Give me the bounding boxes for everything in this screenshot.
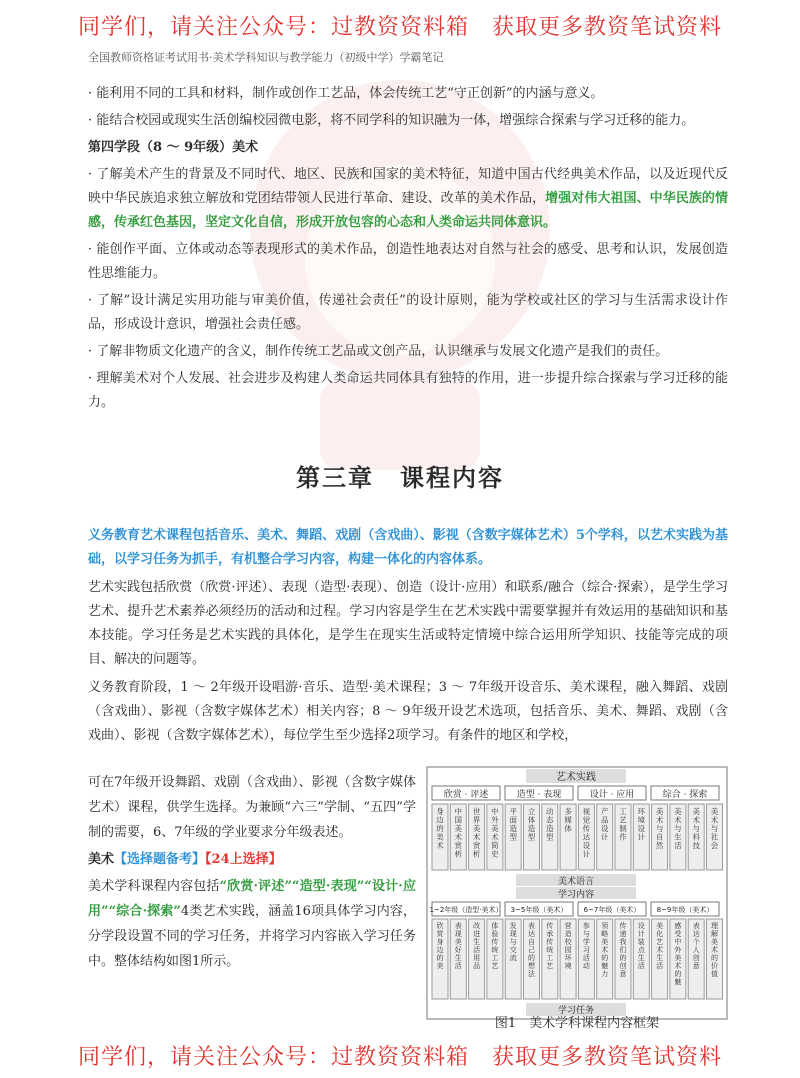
promo-banner-top: 同学们，请关注公众号：过教资资料箱 获取更多教资笔试资料 xyxy=(77,15,722,40)
stage-label: 8~9年级（美术） xyxy=(656,906,714,914)
content-label: 身边的美术 xyxy=(436,807,444,850)
practice-label: 综合 · 探索 xyxy=(662,790,708,800)
content-label: 立体造型 xyxy=(527,807,536,842)
figure-caption: 图1 美术学科课程内容框架 xyxy=(494,1016,660,1031)
content-label: 平面造型 xyxy=(509,807,517,842)
bullet-line: · 能利用不同的工具和材料，制作或创作工艺品，体会传统工艺“守正创新”的内涵与意义。 xyxy=(88,86,604,101)
practice-label: 欣赏 · 评述 xyxy=(443,790,489,800)
task-label: 表现美好生活 xyxy=(454,922,462,970)
bullet-line: · 了解“设计满足实用功能与审美价值，传递社会责任”的设计原则，能为学校或社区的学习与生活需求设计作品，形成设计意识，增强社会责任感。 xyxy=(88,293,728,332)
bullet-line: · 理解美术对个人发展、社会进步及构建人类命运共同体具有独特的作用，进一步提升综合探索与学习迁移的能力。 xyxy=(88,371,728,410)
content-label: 美术与社会 xyxy=(710,807,719,850)
task-label: 领略美术的魅力 xyxy=(601,922,609,978)
task-label: 传承传统工艺 xyxy=(546,922,554,970)
practice-label: 造型 · 表现 xyxy=(516,790,562,800)
task-label: 传递我们的创意 xyxy=(619,922,627,978)
content-label: 环境设计 xyxy=(637,807,646,842)
bullet-text: · 了解美术产生的背景及不同时代、地区、民族和国家的美术特征，知道中国古代经典美术作品，以及近现代反映中华民族追求独立解放和党团结带领人民进行革命、建设、改革的美术作品， xyxy=(88,167,728,206)
task-label: 表达个人创意 xyxy=(692,922,700,970)
content-label: 动态造型 xyxy=(546,807,554,842)
curriculum-framework-diagram xyxy=(426,766,728,1020)
task-label: 营造校园环境 xyxy=(564,922,572,970)
content-label: 工艺制作 xyxy=(619,807,627,842)
standards-section xyxy=(88,82,728,418)
stage-label: 3~5年级（美术） xyxy=(510,906,568,914)
content-label: 美术与科技 xyxy=(692,807,700,850)
subject-heading: 美术【选择题备考】【24上选择】 xyxy=(88,852,282,867)
content-label: 世界美术赏析 xyxy=(472,807,481,859)
chapter-intro xyxy=(88,524,728,752)
task-label: 发现与交流 xyxy=(509,922,517,962)
bullet-line xyxy=(88,163,728,235)
task-label: 体验传统工艺 xyxy=(491,922,499,970)
content-label: 视觉传达设计 xyxy=(582,807,591,859)
task-label: 理解美术的价值 xyxy=(711,922,718,978)
bullet-line: · 能结合校园或现实生活创编校园微电影，将不同学科的知识融为一体，增强综合探索与学习迁移的能力。 xyxy=(88,113,695,128)
diagram-label: 艺术实践 xyxy=(556,772,596,783)
task-label: 感受中外美术的魅 xyxy=(674,922,682,986)
exam-tag: 【24上选择】 xyxy=(205,852,282,867)
highlight-text: 增强对伟大祖国、中华民族的情感，传承红色基因，坚定文化自信，形成开放包容的心态和人类命运共同体意识。 xyxy=(88,191,728,230)
paragraph: 义务教育阶段，1 ～ 2年级开设唱游·音乐、造型·美术课程；3 ～ 7年级开设音乐、美术课程，融入舞蹈、戏剧（含戏曲）、影视（含数字媒体艺术）相关内容；8 ～ 9年级开设艺术选项，包括音乐、美术、舞蹈、戏剧（含戏曲）、影视（含数字媒体艺术），每位学生至少选择2项学习。有条件的地区和学校， xyxy=(88,680,728,743)
task-label: 表达自己的想法 xyxy=(528,922,535,978)
content-label: 中国美术赏析 xyxy=(454,807,463,859)
content-label: 中外美术简史 xyxy=(491,807,499,859)
chapter-title: 第三章 课程内容 xyxy=(296,464,504,492)
task-label: 设计装点生活 xyxy=(637,922,645,970)
bullet-line: · 了解非物质文化遗产的含义，制作传统工艺品或文创产品，认识继承与发展文化遗产是我们的责任。 xyxy=(88,344,669,359)
task-label: 美化艺术生活 xyxy=(656,922,664,970)
stage-label: 6~7年级（美术） xyxy=(583,906,641,914)
stage-label: 1~2年级（造型·美术） xyxy=(429,906,503,914)
diagram-label: 学习任务 xyxy=(557,1006,595,1016)
promo-banner-bottom: 同学们，请关注公众号：过教资资料箱 获取更多教资笔试资料 xyxy=(77,1045,722,1070)
content-label: 产品设计 xyxy=(600,807,609,842)
paragraph: 可在7年级开设舞蹈、戏剧（含戏曲）、影视（含数字媒体艺术）课程，供学生选择。为兼顾“六三”学制、“五四”学制的需要，6、7年级的学业要求分年级表述。 xyxy=(88,775,416,840)
diagram-label: 美术语言 xyxy=(557,877,595,887)
task-label: 欣赏身边的美 xyxy=(436,922,444,970)
paragraph: 美术学科课程内容包括“欣赏·评述”“造型·表现”“设计·应用”“综合·探索”4类艺术实践，涵盖16项具体学习内容，分学段设置不同的学习任务，并将学习内容嵌入学习任务中。整体结构如图1所示。 xyxy=(88,879,416,969)
exam-tag: 【选择题备考】 xyxy=(114,852,206,867)
bullet-line: · 能创作平面、立体或动态等表现形式的美术作品，创造性地表达对自然与社会的感受、思考和认识，发展创造性思维能力。 xyxy=(88,242,728,281)
content-label: 美术与自然 xyxy=(655,807,664,850)
task-label: 改进生活用品 xyxy=(473,922,481,970)
practice-label: 设计 · 应用 xyxy=(589,790,635,800)
section-heading: 第四学段（8 ～ 9年级）美术 xyxy=(88,140,259,155)
paragraph: 艺术实践包括欣赏（欣赏·评述）、表现（造型·表现）、创造（设计·应用）和联系/融合（综合·探索），是学生学习艺术、提升艺术素养必须经历的活动和过程。学习内容是学生在艺术实践中需要掌握并有效运用的基础知识和基本技能。学习任务是艺术实践的具体化，是学生在现实生活或特定情境中综合运用所学知识、技能等完成的项目、解决的问题等。 xyxy=(88,580,728,667)
task-label: 参与学习活动 xyxy=(582,922,590,970)
running-title: 全国教师资格证考试用书·美术学科知识与教学能力（初级中学）学霸笔记 xyxy=(88,51,444,64)
highlight-paragraph: 义务教育艺术课程包括音乐、美术、舞蹈、戏剧（含戏曲）、影视（含数字媒体艺术）5个学科，以艺术实践为基础，以学习任务为抓手，有机整合学习内容，构建一体化的内容体系。 xyxy=(88,528,728,567)
left-column xyxy=(88,770,416,976)
content-label: 美术与生活 xyxy=(674,807,682,850)
content-label: 多媒体 xyxy=(564,807,572,833)
diagram-label: 学习内容 xyxy=(557,890,595,900)
highlight-text: “欣赏·评述”“造型·表现”“设计·应用”“综合·探索” xyxy=(88,879,416,919)
